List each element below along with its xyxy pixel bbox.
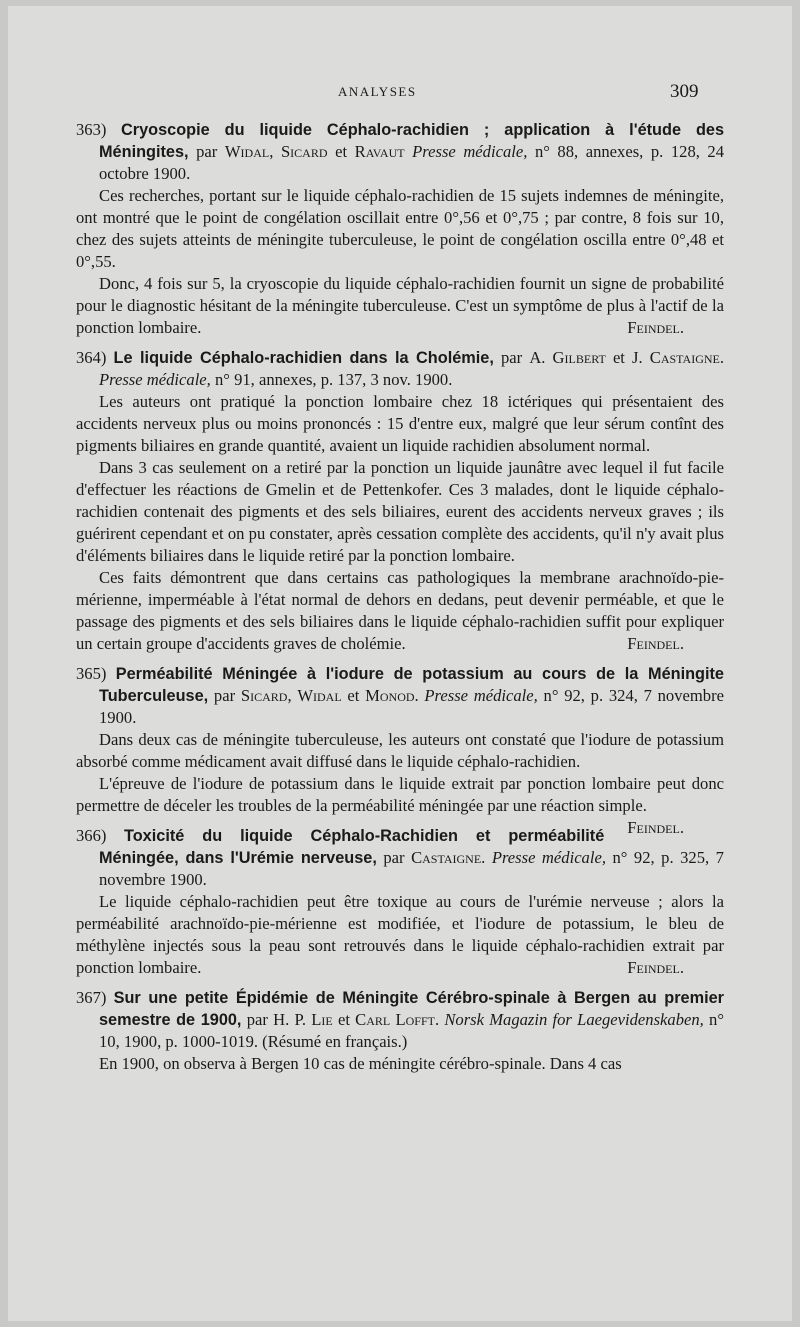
author: Sicard	[280, 142, 328, 161]
abstract-title: Perméabilité Méningée à l'iodure de potassium au cours de la Méningite Tuberculeuse,	[99, 665, 724, 705]
paragraph	[76, 273, 724, 339]
par-word: par	[213, 686, 236, 705]
abstract-title: Cryoscopie du liquide Céphalo-rachidien ; application à l'étude des Méningites,	[99, 121, 725, 161]
author-separator: ,	[287, 686, 292, 705]
paragraph: Dans deux cas de méningite tuberculeuse, les auteurs ont constaté que l'iodure de potassium absorbé comme médicament avait diffusé dans le liquide céphalo-rachidien.	[76, 730, 724, 771]
abstract-number: 363)	[76, 120, 107, 139]
abstract-363	[76, 119, 724, 339]
page-number: 309	[670, 81, 699, 102]
abstract-number: 365)	[76, 664, 107, 683]
par-word: par	[383, 848, 405, 867]
author: Carl Lofft.	[355, 1010, 440, 1029]
author: A. Gilbert	[529, 348, 606, 367]
paragraph: Ces recherches, portant sur le liquide céphalo-rachidien de 15 sujets indemnes de méningite, ont montré que le point de congélation oscillait entre 0°,56 et 0°,75 ; par contre, 8 fois sur 10, chez des sujets atteints de méningite tuberculeuse, le point de congélation oscilla entre 0°,48 et 0°,55.	[76, 186, 724, 271]
abstract-364	[76, 347, 724, 655]
et-word: et	[347, 686, 360, 705]
reference: n° 10, 1900, p. 1000-1019. (Résumé en français.)	[99, 1010, 724, 1051]
signature: Feindel.	[627, 818, 684, 837]
signature: Feindel.	[627, 958, 684, 977]
paragraph-text: Ces faits démontrent que dans certains cas pathologiques la membrane arachnoïdo-pie-mérienne, imperméable à l'état normal de dehors en dedans, peut devenir perméable, et que le passage des pigments et des sels biliaires dans le liquide céphalo-rachidien suffit pour expliquer un certain groupe d'accidents graves de cholémie.	[76, 568, 724, 653]
paragraph: Les auteurs ont pratiqué la ponction lombaire chez 18 ictériques qui présentaient des accidents nerveux plus ou moins prononcés : 15 d'entre eux, malgré que leur sérum contînt des pigments biliaires en grande quantité, avaient un liquide rachidien absolument normal.	[76, 392, 724, 455]
author: J. Castaigne	[632, 348, 720, 367]
paragraph-text: Le liquide céphalo-rachidien peut être toxique au cours de l'urémie nerveuse ; alors la perméabilité arachnoïdo-pie-mérienne est modifiée, et l'iodure de potassium, le bleu de méthylène injectés sous la peau sont retrouvés dans le liquide céphalo-rachidien extrait par ponction lombaire.	[76, 892, 724, 977]
signature: Feindel.	[627, 634, 684, 653]
reference: n° 92, p. 325, 7 novembre 1900.	[99, 848, 724, 889]
author: Monod	[365, 686, 415, 705]
reference: n° 92, p. 324, 7 novembre 1900.	[99, 686, 724, 727]
paragraph-text: L'épreuve de l'iodure de potassium dans le liquide extrait par ponction lombaire peut donc permettre de déceler les troubles de la perméabilité méningée par une réaction simple.	[76, 774, 724, 815]
paragraph-text: Donc, 4 fois sur 5, la cryoscopie du liquide céphalo-rachidien fournit un signe de probabilité pour le diagnostic hésitant de la méningite tuberculeuse. C'est un symptôme de plus à l'actif de la ponction lombaire.	[76, 274, 724, 337]
par-word: par	[196, 142, 218, 161]
abstract-number: 366)	[76, 826, 107, 845]
et-word: et	[612, 348, 625, 367]
abstract-number: 367)	[76, 988, 107, 1007]
author: Ravaut	[354, 142, 405, 161]
et-word: et	[337, 1010, 350, 1029]
journal-name: Presse médicale,	[491, 848, 606, 867]
paragraph	[76, 567, 724, 655]
abstract-heading: 364) Le liquide Céphalo-rachidien dans la Cholémie, par A. Gilbert et J. Castaigne. Presse médicale, n° 91, annexes, p. 137, 3 nov. 1900.	[76, 348, 725, 389]
paragraph: Dans 3 cas seulement on a retiré par la ponction un liquide jaunâtre avec lequel il fut facile d'effectuer les réactions de Gmelin et de Pettenkofer. Ces 3 malades, dont le liquide céphalo-rachidien contenait des pigments et des sels biliaires, eurent des accidents nerveux graves ; ils guérirent cependant et on pu constater, après cessation complète des accidents, qu'il n'y avait plus d'éléments biliaires dans le liquide retiré par la ponction lombaire.	[76, 458, 724, 565]
author: Castaigne.	[411, 848, 486, 867]
par-word: par	[500, 348, 523, 367]
signature: Feindel.	[627, 318, 684, 337]
running-head: ANALYSES	[338, 84, 417, 99]
author-separator: ,	[269, 142, 274, 161]
journal-name: Presse médicale,	[99, 370, 211, 389]
author: Sicard	[240, 686, 288, 705]
reference: n° 91, annexes, p. 137, 3 nov. 1900.	[214, 370, 453, 389]
abstract-title: Sur une petite Épidémie de Méningite Cérébro-spinale à Bergen au premier semestre de 1900,	[99, 989, 724, 1029]
journal-name: Norsk Magazin for Laegevidenskaben,	[444, 1010, 704, 1029]
et-word: et	[335, 142, 348, 161]
abstract-heading	[76, 987, 724, 1053]
abstract-title: Toxicité du liquide Céphalo-Rachidien et perméabilité Méningée, dans l'Urémie nerveuse,	[99, 827, 605, 867]
author: Widal	[297, 686, 342, 705]
abstract-367	[76, 987, 724, 1075]
abstract-heading: 365) Perméabilité Méningée à l'iodure de potassium au cours de la Méningite Tuberculeuse, par Sicard, Widal et Monod. Presse médicale, n° 92, p. 324, 7 novembre 1900.	[76, 664, 724, 727]
journal-name: Presse médicale,	[424, 686, 538, 705]
article-body	[76, 119, 724, 1083]
reference: n° 88, annexes, p. 128, 24 octobre 1900.	[99, 142, 725, 183]
book-page	[8, 6, 792, 1321]
journal-name: Presse médicale,	[412, 142, 528, 161]
abstract-heading	[76, 119, 724, 185]
abstract-366	[76, 825, 724, 979]
abstract-title: Le liquide Céphalo-rachidien dans la Cholémie,	[113, 349, 494, 367]
paragraph: En 1900, on observa à Bergen 10 cas de méningite cérébro-spinale. Dans 4 cas	[99, 1054, 622, 1073]
par-word: par	[246, 1010, 268, 1029]
author: H. P. Lie	[273, 1010, 333, 1029]
author: Widal	[224, 142, 270, 161]
paragraph	[76, 891, 724, 979]
abstract-number: 364)	[76, 348, 107, 367]
page-header	[8, 81, 792, 106]
